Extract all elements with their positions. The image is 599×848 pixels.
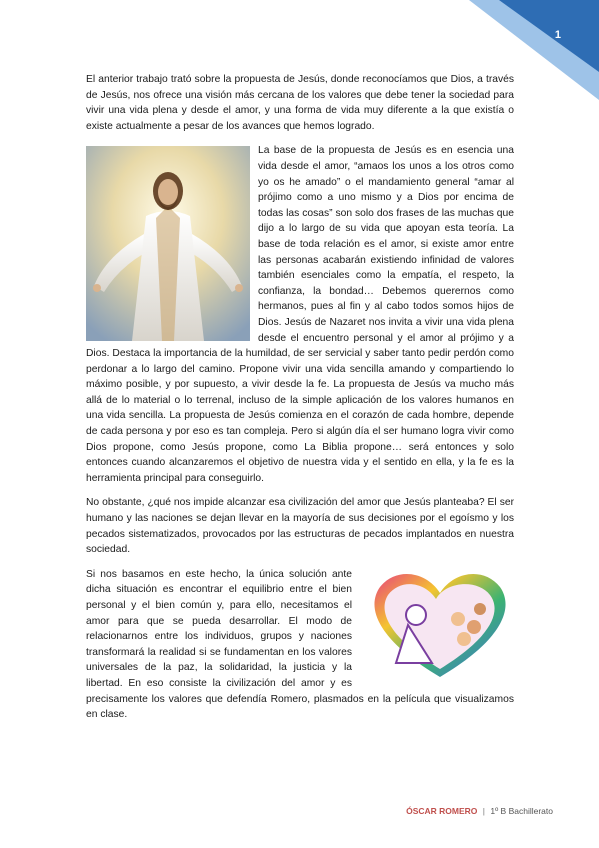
paragraph-1: El anterior trabajo trató sobre la propuesta de Jesús, donde reconocíamos que Dios, a través de Jesús, nos ofrece una visión más cercana de los valores que debe tener la sociedad para vivir una vida plena y desde el amor, y una forma de vida muy diferente a la que existía o existe actualmente a pesar de los avances que hemos logrado. [86,74,514,132]
heart-image [366,567,514,679]
jesus-image [86,146,250,341]
page-number: 1 [554,29,561,41]
page-footer [406,806,553,816]
paragraph-4: Si nos basamos en este hecho, la única solución ante dicha situación es encontrar el equilibrio entre el bien personal y el bien común y, para ello, necesitamos el amor para que se pueda desarrollar. El modo de relacionarnos entre los individuos, grupos y naciones transformará la realidad si se fundamentan en los valores universales de la paz, la solidaridad, la justicia y la libertad. En eso consiste la civilización del amor y es precisamente los valores que defendía Romero, plasmados en la película que visualizamos en clase. [86,568,514,721]
paragraph-2: La base de la propuesta de Jesús es en esencia una vida desde el amor, “amaos los unos a los otros como yo os he amado” o el mandamiento general “amar al prójimo como a uno mismo y a Dios por encima de todas las cosas” son solo dos frases de las muchas que dijo a lo largo de su vida que apoyan esta teoría. La base de toda relación es el amor, si existe amor entre las personas acabarán existiendo infinidad de valores también esenciales como la empatía, el respeto, la confianza, la bondad… Debemos querernos como hermanos, pues al fin y al cabo todos somos hijos de Dios. Jesús de Nazaret nos invita a vivir una vida plena desde el encuentro personal y el amor al prójimo y a Dios. Destaca la importancia de la humildad, de ser servicial y saber tanto pedir perdón como perdonar a lo largo del camino. Propone vivir una vida sencilla amando y compartiendo lo máximo posible, y por supuesto, a vivir desde la fe. La propuesta de Jesús va mucho más allá de lo material o lo terrenal, incluso de la simple aplicación de los valores humanos en una vida sencilla. La propuesta de Jesús comienza en el corazón de cada hombre, depende de cada persona y por eso es tan compleja. Pero si algún día el ser humano logra vivir como Dios propone, como Jesús propone, como La Biblia propone… será entonces y solo entonces cuando alcanzaremos el objetivo de nuestra vida y el sentido en ella, y la fe es la herramienta principal para conseguirlo. [86,145,514,484]
footer-separator: | [482,806,485,816]
footer-course: 1º B Bachillerato [490,806,553,816]
paragraph-3: No obstante, ¿qué nos impide alcanzar esa civilización del amor que Jesús planteaba? El ser humano y las naciones se dejan llevar en la mayoría de sus decisiones por el egoísmo y los pecados sistematizados, provocados por las estructuras de pecados implantados en nuestra sociedad. [86,497,514,556]
footer-brand: ÓSCAR ROMERO [406,806,478,816]
document-body [86,72,514,732]
